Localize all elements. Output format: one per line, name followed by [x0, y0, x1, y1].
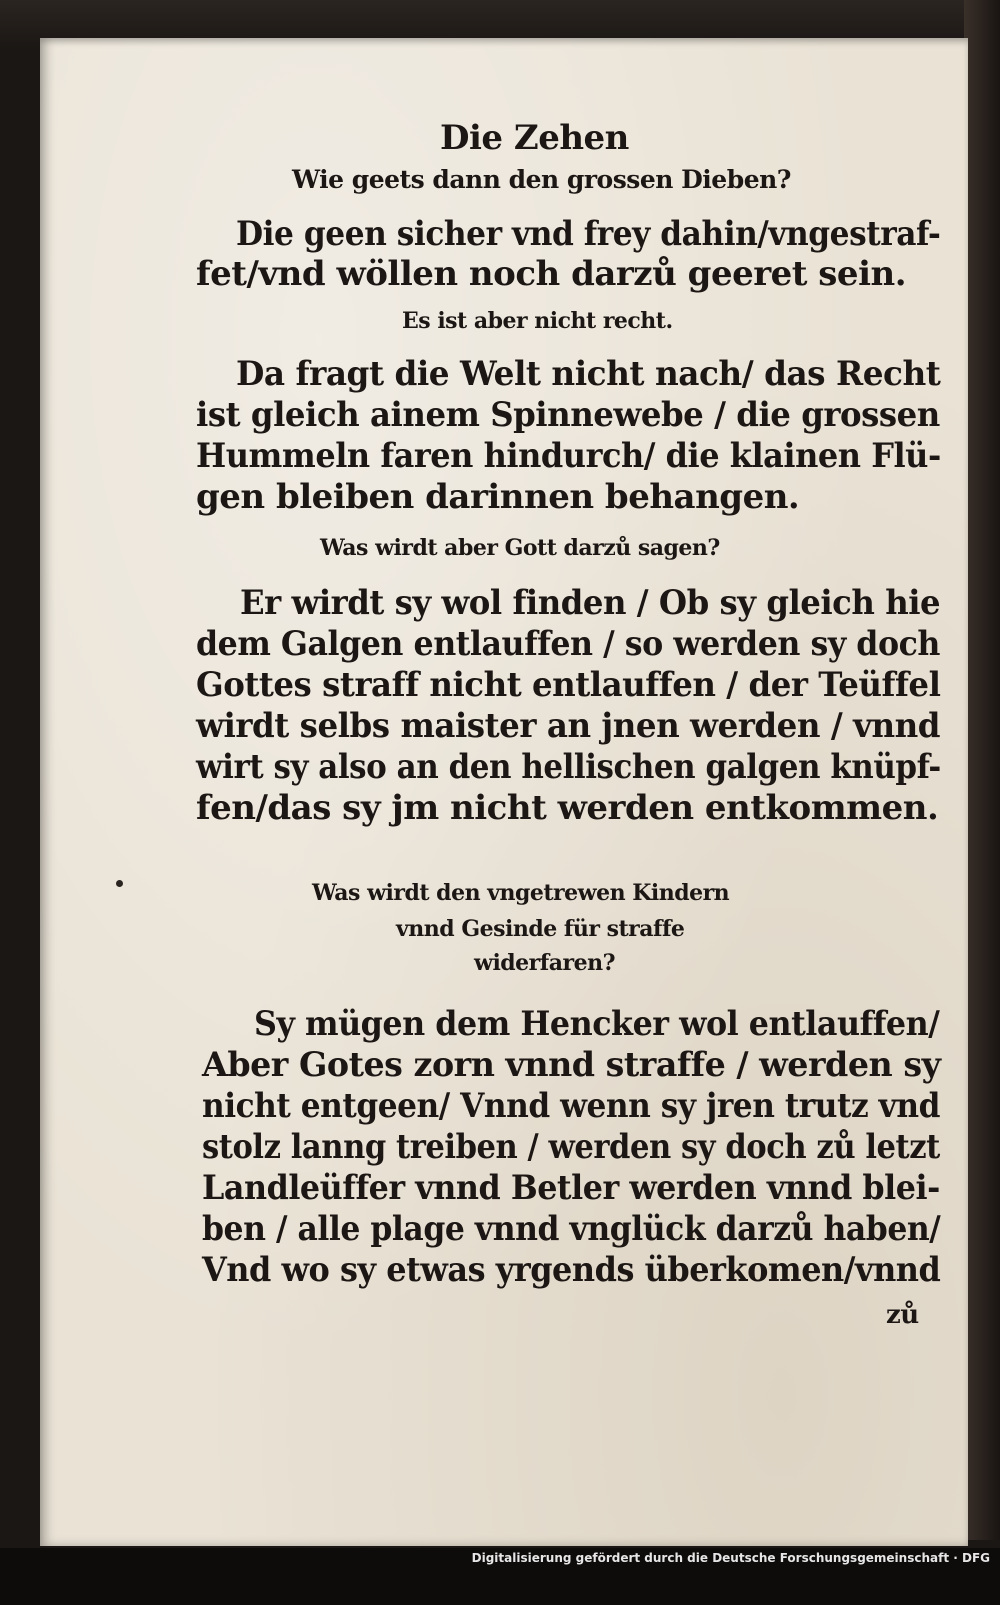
- text-line: ben / alle plage vnnd vnglück darzů haben/: [202, 1209, 941, 1249]
- question-line: Was wirdt den vngetrewen Kindern: [312, 880, 730, 906]
- catchword: zů: [886, 1300, 919, 1330]
- text-line: gen bleiben darinnen behangen.: [196, 477, 800, 517]
- remark-line: Es ist aber nicht recht.: [402, 308, 673, 334]
- running-heading: Die Zehen: [440, 118, 629, 158]
- answer-line: fet/vnd wöllen noch darzů geeret sein.: [196, 254, 907, 294]
- text-line: stolz lanng treiben / werden sy doch zů letzt: [202, 1127, 940, 1167]
- text-line: wirt sy also an den hellischen galgen knüpf-: [196, 747, 941, 787]
- text-line: Er wirdt sy wol finden / Ob sy gleich hie: [240, 583, 941, 623]
- question-line: Wie geets dann den grossen Dieben?: [292, 165, 791, 194]
- text-line: Sy mügen dem Hencker wol entlauffen/: [254, 1004, 940, 1044]
- text-line: nicht entgeen/ Vnnd wenn sy jren trutz vnd: [202, 1086, 940, 1126]
- text-line: Vnd wo sy etwas yrgends überkomen/vnnd: [202, 1250, 941, 1290]
- credit-line: Digitalisierung gefördert durch die Deutsche Forschungsgemeinschaft · DFG: [471, 1551, 990, 1565]
- question-line: vnnd Gesinde für straffe: [396, 916, 685, 942]
- text-line: Aber Gotes zorn vnnd straffe / werden sy: [202, 1045, 941, 1085]
- answer-line: Die geen sicher vnd frey dahin/vngestraf-: [236, 214, 941, 254]
- question-line: widerfaren?: [474, 950, 615, 976]
- book-edge: [964, 0, 1000, 1540]
- text-line: fen/das sy jm nicht werden entkommen.: [196, 788, 939, 828]
- text-line: dem Galgen entlauffen / so werden sy doch: [196, 624, 940, 664]
- text-line: ist gleich ainem Spinnewebe / die grossen: [196, 395, 940, 435]
- book-page: [40, 38, 968, 1546]
- text-line: Da fragt die Welt nicht nach/ das Recht: [236, 354, 941, 394]
- text-line: Gottes straff nicht entlauffen / der Teüffel: [196, 665, 941, 705]
- text-line: wirdt selbs maister an jnen werden / vnnd: [196, 706, 941, 746]
- text-line: Landleüffer vnnd Betler werden vnnd blei-: [202, 1168, 940, 1208]
- page-text: [40, 38, 968, 1546]
- ink-speck: [116, 880, 123, 887]
- text-line: Hummeln faren hindurch/ die klainen Flü-: [196, 436, 941, 476]
- question-line: Was wirdt aber Gott darzů sagen?: [320, 535, 720, 561]
